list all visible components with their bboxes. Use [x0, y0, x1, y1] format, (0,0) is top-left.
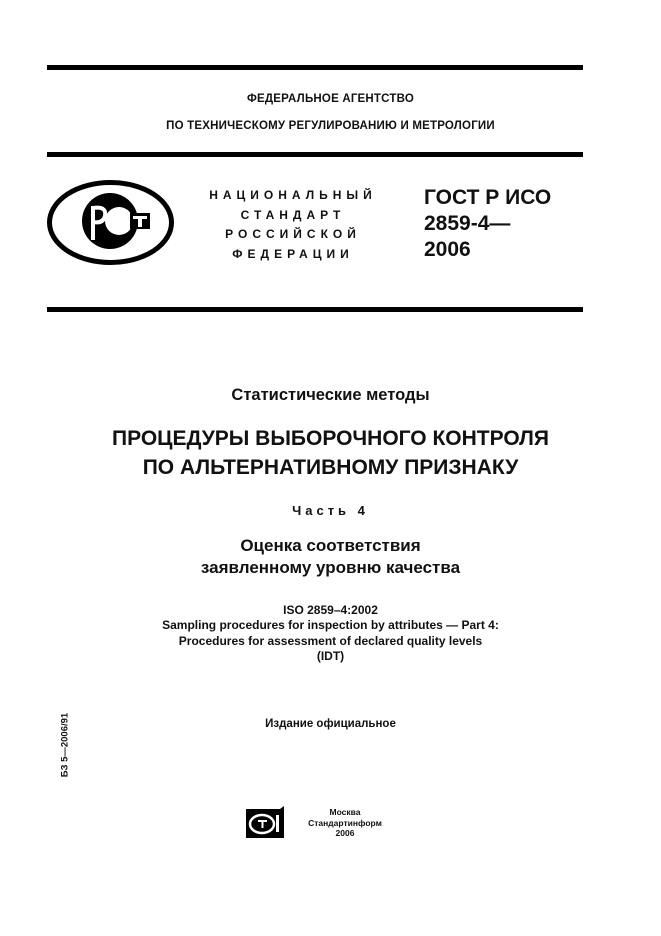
label-line: СТАНДАРТ — [240, 207, 346, 222]
subtitle-line: заявленному уровню качества — [200, 558, 461, 577]
header-rule — [47, 152, 583, 157]
official-edition-label: Издание официальное — [265, 718, 396, 730]
publisher-year: 2006 — [335, 828, 355, 838]
publisher-city: Москва — [329, 807, 361, 817]
publisher-name: Стандартинформ — [308, 817, 382, 828]
top-rule — [47, 65, 583, 70]
designation-line: 2006 — [424, 238, 471, 261]
iso-title-line: Procedures for assessment of declared quality levels — [178, 633, 483, 648]
publisher-info — [290, 807, 400, 839]
standard-designation — [424, 185, 551, 263]
label-line: ФЕДЕРАЦИИ — [232, 246, 354, 261]
iso-reference — [0, 603, 661, 664]
agency-line-2: ПО ТЕХНИЧЕСКОМУ РЕГУЛИРОВАНИЮ И МЕТРОЛОГИИ — [166, 120, 495, 132]
standard-block-rule — [47, 307, 583, 312]
gost-r-logo-icon — [47, 180, 174, 265]
document-title — [0, 424, 661, 482]
iso-equivalence: (IDT) — [316, 648, 345, 663]
side-note: БЗ 5—2006/91 — [59, 712, 71, 778]
iso-code: ISO 2859–4:2002 — [283, 603, 378, 617]
part-number: Часть 4 — [292, 503, 369, 518]
title-line: ПРОЦЕДУРЫ ВЫБОРОЧНОГО КОНТРОЛЯ — [112, 427, 549, 450]
label-line: РОССИЙСКОЙ — [225, 227, 361, 241]
designation-line: ГОСТ Р ИСО — [424, 186, 552, 209]
series-title: Статистические методы — [231, 386, 430, 404]
title-line: ПО АЛЬТЕРНАТИВНОМУ ПРИЗНАКУ — [142, 456, 519, 479]
designation-line: 2859-4— — [424, 212, 511, 235]
iso-title-line: Sampling procedures for inspection by attributes — Part 4: — [162, 618, 499, 633]
standartinform-logo-icon — [246, 806, 286, 838]
subtitle-line: Оценка соответствия — [240, 536, 421, 555]
document-subtitle — [0, 535, 661, 579]
agency-line-1: ФЕДЕРАЛЬНОЕ АГЕНТСТВО — [247, 93, 414, 105]
national-standard-label — [198, 186, 388, 264]
label-line: НАЦИОНАЛЬНЫЙ — [209, 188, 377, 202]
